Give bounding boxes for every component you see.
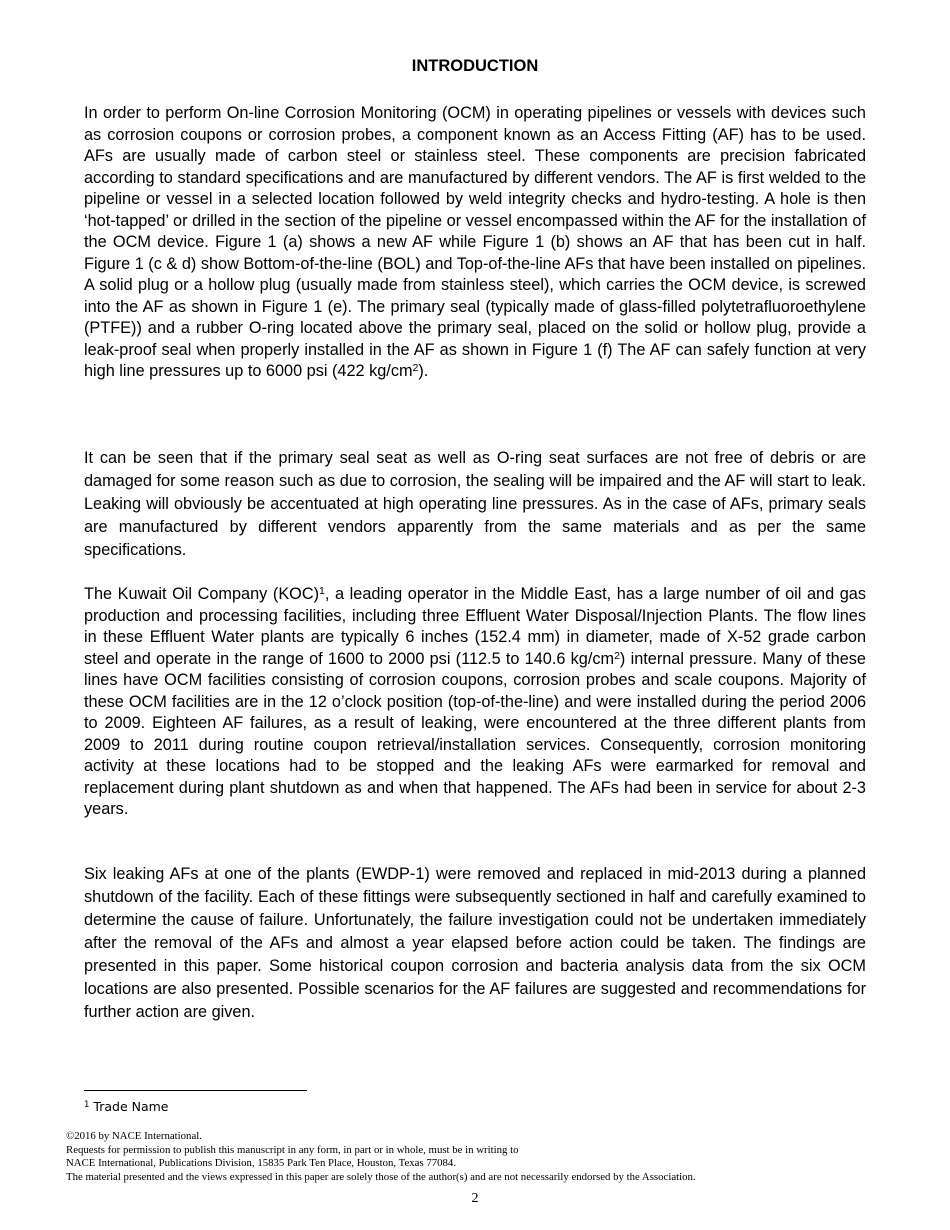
superscript: 2 [412,362,419,374]
paragraph-3 [84,584,866,821]
paragraph-1-end: ). [418,362,429,380]
copyright-notice [66,1130,696,1184]
paragraph-1-text: In order to perform On-line Corrosion Monitoring (OCM) in operating pipelines or vessels with devices such as corrosion coupons or corrosion probes, a component known as an Access Fitting (AF) has to be used. AFs are usually made of carbon steel or stainless steel. These components are precision fabricated according to standard specifications and are manufactured by different vendors. The AF is first welded to the pipeline or vessel in a selected location followed by weld integrity checks and hydro-testing. A hole is then ‘hot-tapped’ or drilled in the section of the pipeline or vessel encompassed within the AF for the installation of the OCM device. Figure 1 (a) shows a new AF while Figure 1 (b) shows an AF that has been cut in half. Figure 1 (c & d) show Bottom-of-the-line (BOL) and Top-of-the-line AFs that have been installed on pipelines. A solid plug or a hollow plug (usually made from stainless steel), which carries the OCM device, is screwed into the AF as shown in Figure 1 (e). The primary seal (typically made of glass-filled polytetrafluoroethylene (PTFE)) and a rubber O-ring located above the primary seal, placed on the solid or hollow plug, provide a leak-proof seal when properly installed in the AF as shown in Figure 1 (f) The AF can safely function at very high line pressures up to 6000 psi (422 kg/cm [84,104,866,380]
section-heading: INTRODUCTION [411,57,539,75]
paragraph-2: It can be seen that if the primary seal seat as well as O-ring seat surfaces are not free of debris or are damaged for some reason such as due to corrosion, the sealing will be impaired and the AF will start to leak. Leaking will obviously be accentuated at high operating line pressures. As in the case of AFs, primary seals are manufactured by different vendors apparently from the same materials and as per the same specifications. [84,449,866,559]
footnote-text: Trade Name [93,1099,169,1114]
superscript: 2 [614,649,620,662]
page-number: 2 [471,1191,479,1206]
footnote [84,1099,168,1114]
footnote-reference: 1 [319,585,325,597]
paragraph-3-text-middle: , a leading operator in the Middle East, has a large number of oil and gas production and processing facilities, including three Effluent Water Disposal/Injection Plants. The flow lines in these Effluent Water plants are typically 6 inches (152.4 mm) in diameter, made of X-52 grade carbon steel and operate in the range of 1600 to 2000 psi (112.5 to 140.6 kg/cm [84,585,866,668]
paragraph-4: Six leaking AFs at one of the plants (EWDP-1) were removed and replaced in mid-2013 during a planned shutdown of the facility. Each of these fittings were subsequently sectioned in half and carefully examined to determine the cause of failure. Unfortunately, the failure investigation could not be undertaken immediately after the removal of the AFs and almost a year elapsed before action could be taken. The findings are presented in this paper. Some historical coupon corrosion and bacteria analysis data from the six OCM locations are also presented. Possible scenarios for the AF failures are suggested and recommendations for further action are given. [84,865,866,1021]
copyright-line: ©2016 by NACE International. [66,1130,202,1142]
paragraph-3-text-start: The Kuwait Oil Company (KOC) [84,585,320,603]
footnote-marker: 1 [84,1100,90,1110]
paragraph-1 [84,103,866,383]
copyright-line: Requests for permission to publish this manuscript in any form, in part or in whole, must be in writing to [66,1143,519,1156]
paragraph-3-text-end: ) internal pressure. Many of these lines have OCM facilities consisting of corrosion coupons, corrosion probes and scale coupons. Majority of these OCM facilities are in the 12 o’clock position (top-of-the-line) and were installed during the period 2006 to 2009. Eighteen AF failures, as a result of leaking, were encountered at the three different plants from 2009 to 2011 during routine coupon retrieval/installation services. Consequently, corrosion monitoring activity at these locations had to be stopped and the leaking AFs were earmarked for removal and replacement during plant shutdown as and when that happened. The AFs had been in service for about 2-3 years. [84,649,866,818]
copyright-line: NACE International, Publications Division, 15835 Park Ten Place, Houston, Texas 77084. [66,1157,457,1170]
footnote-divider [84,1090,307,1091]
copyright-line: The material presented and the views expressed in this paper are solely those of the author(s) and are not necessarily endorsed by the Association. [66,1170,696,1183]
